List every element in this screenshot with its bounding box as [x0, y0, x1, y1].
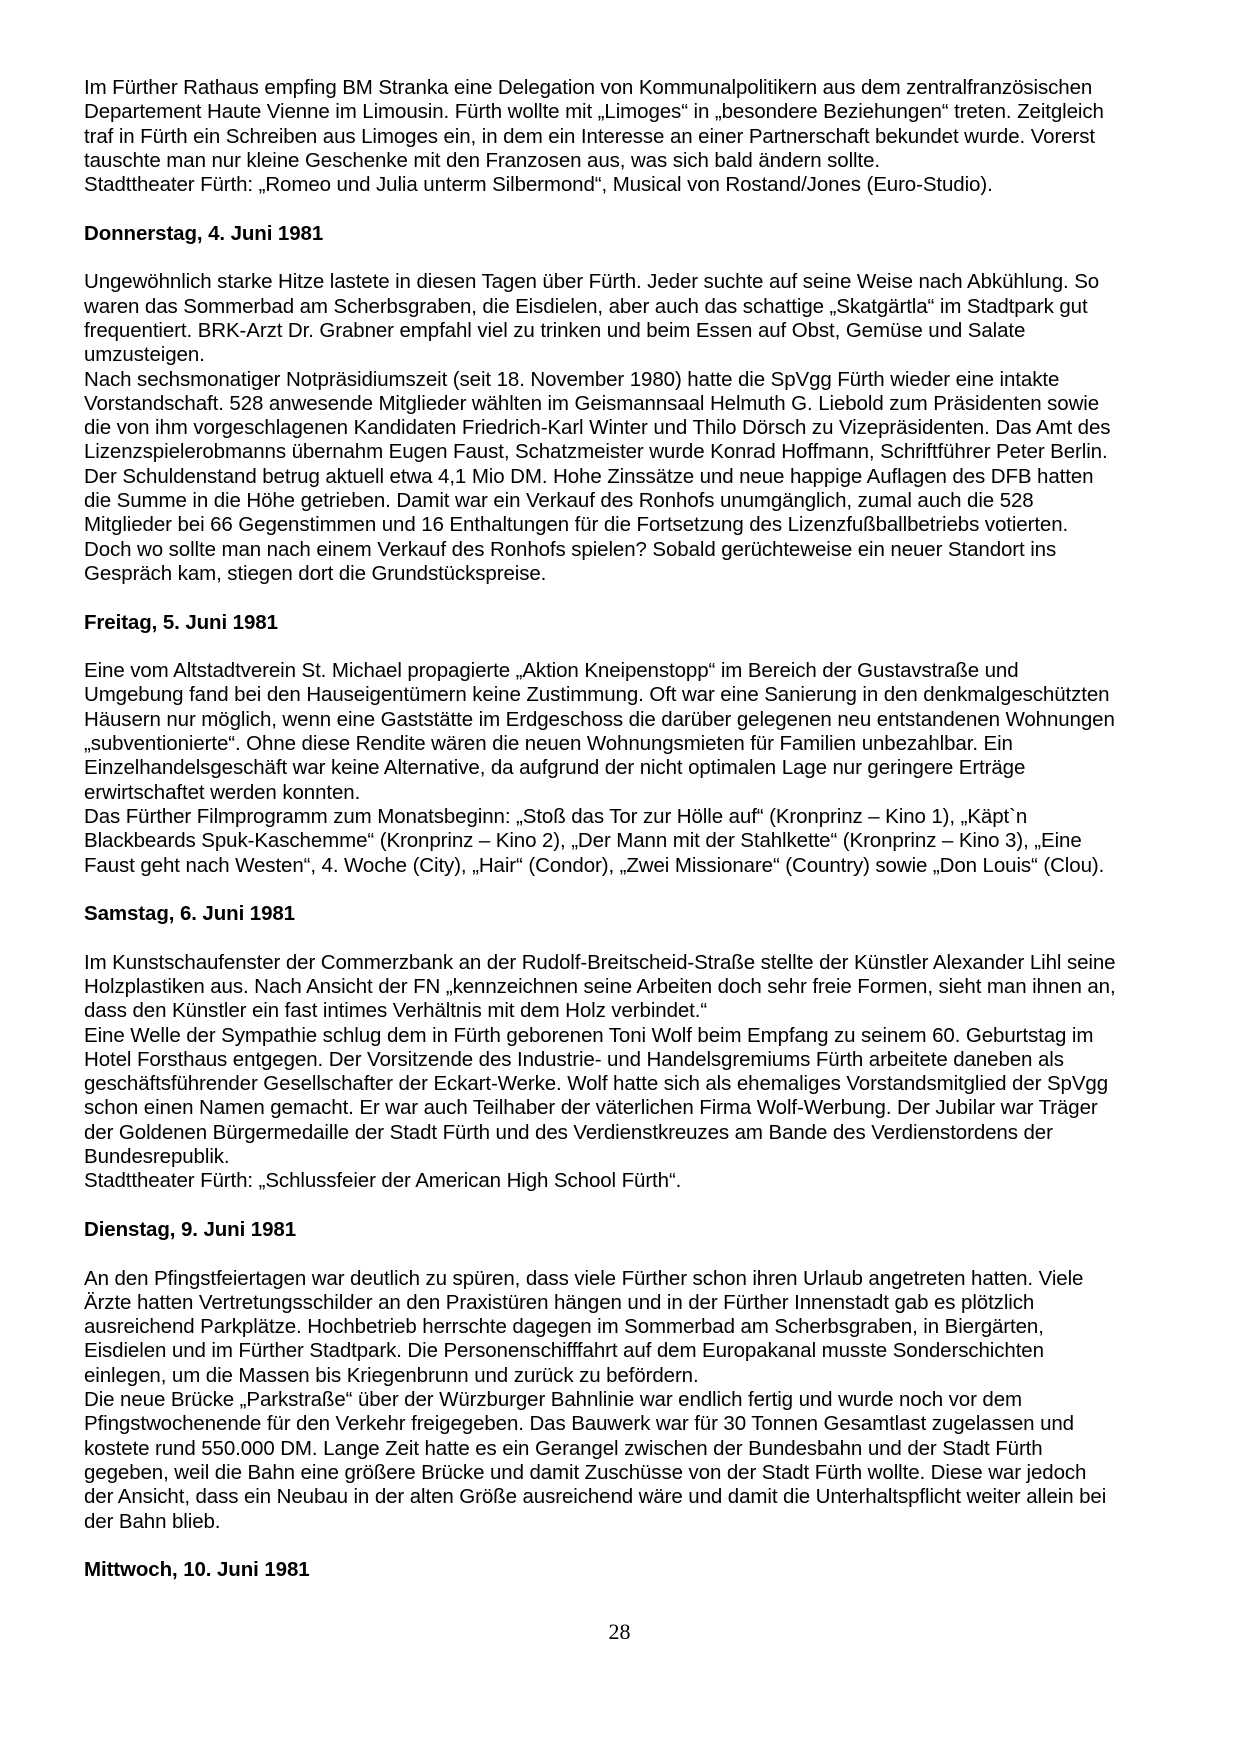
- text-line: ausreichend Parkplätze. Hochbetrieb herrschte dagegen im Sommerbad am Scherbsgraben, in Biergärten,: [84, 1315, 1044, 1339]
- document-paragraph: [84, 951, 1140, 1194]
- text-line: Umgebung fand bei den Hauseigentümern keine Zustimmung. Oft war eine Sanierung in den denkmalgeschützten: [84, 683, 1110, 707]
- text-line: Eine vom Altstadtverein St. Michael propagierte „Aktion Kneipenstopp“ im Bereich der Gustavstraße und: [84, 659, 1019, 683]
- text-line: Stadttheater Fürth: „Schlussfeier der American High School Fürth“.: [84, 1169, 682, 1193]
- text-line: Ungewöhnlich starke Hitze lastete in diesen Tagen über Fürth. Jeder suchte auf seine Weise nach Abkühlung. So: [84, 270, 1100, 294]
- text-line: Holzplastiken aus. Nach Ansicht der FN „kennzeichnen seine Arbeiten doch sehr freie Formen, sieht man ihnen an,: [84, 974, 1116, 998]
- text-line: „subventionierte“. Ohne diese Rendite wären die neuen Wohnungsmieten für Familien unbezahlbar. Ein: [84, 732, 1013, 756]
- text-line: Ärzte hatten Vertretungsschilder an den Praxistüren hängen und in der Fürther Innenstadt gab es plötzlich: [84, 1290, 1035, 1314]
- text-line: Eine Welle der Sympathie schlug dem in Fürth geborenen Toni Wolf beim Empfang zu seinem 60. Geburtstag im: [84, 1023, 1094, 1047]
- text-line: Departement Haute Vienne im Limousin. Fürth wollte mit „Limoges“ in „besondere Beziehungen“ treten. Zeitgleich: [84, 100, 1104, 124]
- text-line: frequentiert. BRK-Arzt Dr. Grabner empfahl viel zu trinken und beim Essen auf Obst, Gemüse und Salate: [84, 318, 1026, 342]
- text-line: Nach sechsmonatiger Notpräsidiumszeit (seit 18. November 1980) hatte die SpVgg Fürth wieder eine intakte: [84, 367, 1060, 391]
- text-line: Vorstandschaft. 528 anwesende Mitglieder wählten im Geismannsaal Helmuth G. Liebold zum Präsidenten sowie: [84, 391, 1100, 415]
- text-line: Die neue Brücke „Parkstraße“ über der Würzburger Bahnlinie war endlich fertig und wurde noch vor dem: [84, 1388, 1023, 1412]
- section-heading: Freitag, 5. Juni 1981: [84, 610, 278, 634]
- text-line: Hotel Forsthaus entgegen. Der Vorsitzende des Industrie- und Handelsgremiums Fürth arbeitete daneben als: [84, 1047, 1064, 1071]
- text-line: umzusteigen.: [84, 343, 205, 367]
- text-line: der Goldenen Bürgermedaille der Stadt Fürth und des Verdienstkreuzes am Bande des Verdienstordens der: [84, 1120, 1053, 1144]
- text-line: Einzelhandelsgeschäft war keine Alternative, da aufgrund der nicht optimalen Lage nur geringere Erträge: [84, 756, 1026, 780]
- text-line: Gespräch kam, stiegen dort die Grundstückspreise.: [84, 561, 547, 585]
- text-line: kostete rund 550.000 DM. Lange Zeit hatte es ein Gerangel zwischen der Bundesbahn und der Stadt Fürth: [84, 1436, 1043, 1460]
- text-line: Im Fürther Rathaus empfing BM Stranka eine Delegation von Kommunalpolitikern aus dem zentralfranzösischen: [84, 76, 1093, 99]
- text-line: Bundesrepublik.: [84, 1145, 230, 1169]
- text-line: dass den Künstler ein fast intimes Verhältnis mit dem Holz verbindet.“: [84, 999, 708, 1023]
- text-line: schon einen Namen gemacht. Er war auch Teilhaber der väterlichen Firma Wolf-Werbung. Der Jubilar war Träger: [84, 1096, 1098, 1120]
- text-line: Faust geht nach Westen“, 4. Woche (City), „Hair“ (Condor), „Zwei Missionare“ (Country) sowie „Don Louis“ (Clou).: [84, 853, 1105, 877]
- section-heading: Donnerstag, 4. Juni 1981: [84, 221, 324, 245]
- text-line: der Bahn blieb.: [84, 1509, 221, 1533]
- text-line: Der Schuldenstand betrug aktuell etwa 4,1 Mio DM. Hohe Zinssätze und neue happige Auflagen des DFB hatten: [84, 464, 1094, 488]
- text-line: erwirtschaftet werden konnten.: [84, 780, 361, 804]
- text-line: die Summe in die Höhe getrieben. Damit war ein Verkauf des Ronhofs unumgänglich, zumal auch die 528: [84, 489, 1034, 513]
- text-line: Doch wo sollte man nach einem Verkauf des Ronhofs spielen? Sobald gerüchteweise ein neuer Standort ins: [84, 537, 1057, 561]
- document-paragraph: [84, 270, 1140, 586]
- document-paragraph: [84, 1267, 1140, 1534]
- section-heading: Samstag, 6. Juni 1981: [84, 902, 295, 926]
- text-line: waren das Sommerbad am Scherbsgraben, die Eisdielen, aber auch das schattige „Skatgärtla“ im Stadtpark gut: [84, 294, 1088, 318]
- section-heading: Mittwoch, 10. Juni 1981: [84, 1558, 310, 1582]
- text-line: tauschte man nur kleine Geschenke mit den Franzosen aus, was sich bald ändern sollte.: [84, 148, 880, 172]
- document-paragraph: [84, 76, 1140, 197]
- text-line: Stadttheater Fürth: „Romeo und Julia unterm Silbermond“, Musical von Rostand/Jones (Euro-Studio).: [84, 173, 993, 197]
- text-line: Eisdielen und im Fürther Stadtpark. Die Personenschifffahrt auf dem Europakanal musste Sonderschichten: [84, 1339, 1044, 1363]
- document-paragraph: [84, 659, 1140, 878]
- text-line: der Ansicht, dass ein Neubau in der alten Größe ausreichend wäre und damit die Unterhaltspflicht weiter allein bei: [84, 1485, 1107, 1509]
- document-content: [84, 76, 1140, 1607]
- text-line: geschäftsführender Gesellschafter der Eckart-Werke. Wolf hatte sich als ehemaliges Vorstandsmitglied der SpVgg: [84, 1072, 1109, 1096]
- text-line: Das Fürther Filmprogramm zum Monatsbeginn: „Stoß das Tor zur Hölle auf“ (Kronprinz – Kino 1), „Käpt`n: [84, 804, 1028, 828]
- text-line: An den Pfingstfeiertagen war deutlich zu spüren, dass viele Fürther schon ihren Urlaub angetreten hatten. Viele: [84, 1266, 1084, 1290]
- text-line: Blackbeards Spuk-Kaschemme“ (Kronprinz – Kino 2), „Der Mann mit der Stahlkette“ (Kronprinz – Kino 3), „Eine: [84, 829, 1082, 853]
- section-heading: Dienstag, 9. Juni 1981: [84, 1217, 296, 1241]
- text-line: Häusern nur möglich, wenn eine Gaststätte im Erdgeschoss die darüber gelegenen neu entstandenen Wohnungen: [84, 707, 1115, 731]
- text-line: die von ihm vorgeschlagenen Kandidaten Friedrich-Karl Winter und Thilo Dörsch zu Vizepräsidenten. Das Amt des: [84, 416, 1111, 440]
- text-line: Im Kunstschaufenster der Commerzbank an der Rudolf-Breitscheid-Straße stellte der Künstler Alexander Lihl seine: [84, 950, 1116, 974]
- text-line: Lizenzspielerobmanns übernahm Eugen Faust, Schatzmeister wurde Konrad Hoffmann, Schriftführer Peter Berlin.: [84, 440, 1108, 464]
- text-line: gegeben, weil die Bahn eine größere Brücke und damit Zuschüsse von der Stadt Fürth wollte. Diese war jedoch: [84, 1460, 1087, 1484]
- page-number: 28: [608, 1619, 631, 1644]
- text-line: traf in Fürth ein Schreiben aus Limoges ein, in dem ein Interesse an einer Partnerschaft bekundet wurde. Vorerst: [84, 124, 1095, 148]
- text-line: Pfingstwochenende für den Verkehr freigegeben. Das Bauwerk war für 30 Tonnen Gesamtlast zugelassen und: [84, 1412, 1074, 1436]
- text-line: Mitglieder bei 66 Gegenstimmen und 16 Enthaltungen für die Fortsetzung des Lizenzfußballbetriebs votierten.: [84, 513, 1069, 537]
- text-line: einlegen, um die Massen bis Kriegenbrunn und zurück zu befördern.: [84, 1363, 699, 1387]
